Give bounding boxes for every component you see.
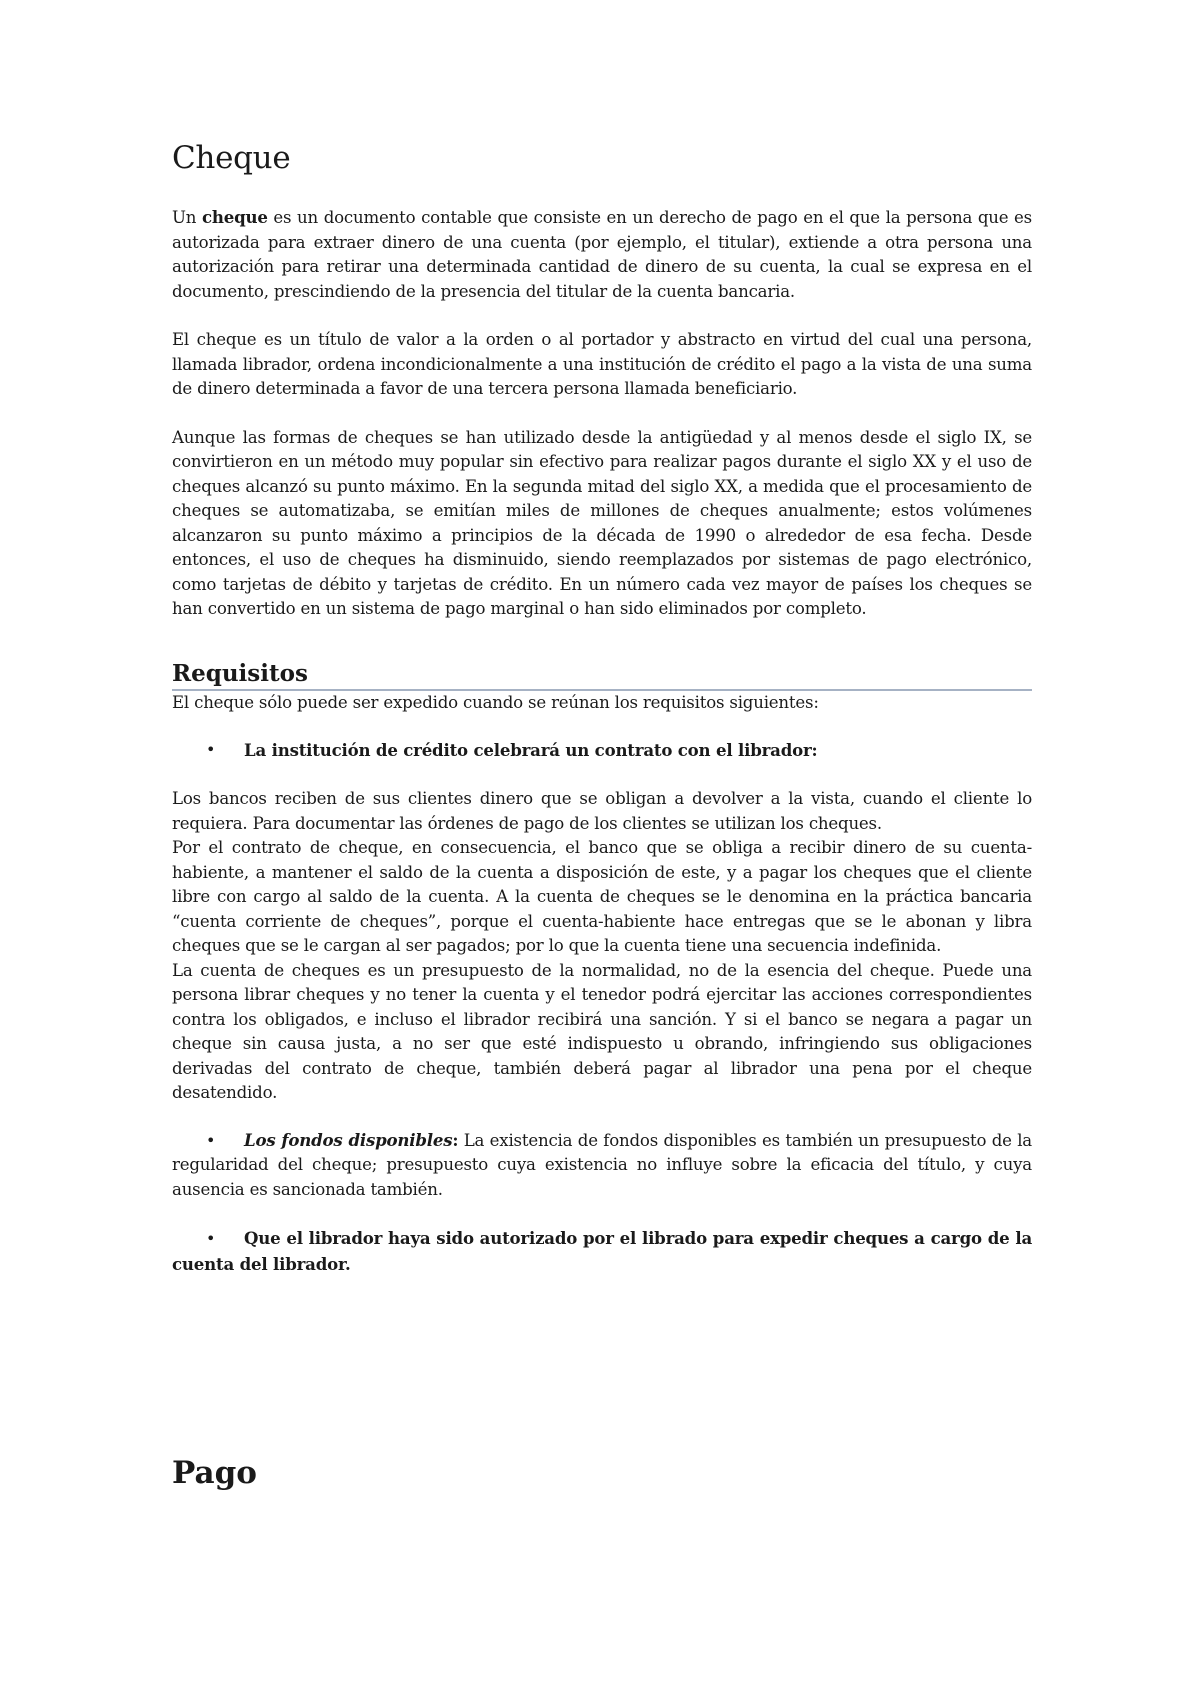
section-heading-requisitos: Requisitos <box>172 660 1032 692</box>
requisitos-intro: El cheque sólo puede ser expedido cuando se reúnan los requisitos siguientes: <box>172 693 819 713</box>
intro-rest: es un documento contable que consiste en un derecho de pago en el que la persona que es autorizada para extraer dinero de una cuenta (por ejemplo, el titular), extiende a otra persona una autorización para retirar una determinada cantidad de dinero de su cuenta, la cual se expresa en el documento, prescindiendo de la presencia del titular de la cuenta bancaria. <box>172 208 1032 301</box>
intro-paragraph-3: Aunque las formas de cheques se han utilizado desde la antigüedad y al menos desde el siglo IX, se convirtieron en un método muy popular sin efectivo para realizar pagos durante el siglo XX y el uso de cheques alcanzó su punto máximo. En la segunda mitad del siglo XX, a medida que el procesamiento de cheques se automatizaba, se emitían miles de millones de cheques anualmente; estos volúmenes alcanzaron su punto máximo a principios de la década de 1990 o alrededor de esa fecha. Desde entonces, el uso de cheques ha disminuido, siendo reemplazados por sistemas de pago electrónico, como tarjetas de débito y tarjetas de crédito. En un número cada vez mayor de países los cheques se han convertido en un sistema de pago marginal o han sido eliminados por completo. <box>172 427 1032 619</box>
requisitos-body-3: La cuenta de cheques es un presupuesto de la normalidad, no de la esencia del cheque. Puede una persona librar cheques y no tener la cuenta y el tenedor podrá ejercitar las acciones correspondientes contra los obligados, e incluso el librador recibirá una sanción. Y si el banco se negara a pagar un cheque sin causa justa, a no ser que esté indispuesto u obrando, infringiendo sus obligaciones derivadas del contrato de cheque, también deberá pagar al librador una pena por el cheque desatendido. <box>172 960 1032 1103</box>
requisitos-body-1: Los bancos reciben de sus clientes dinero que se obligan a devolver a la vista, cuando el cliente lo requiera. Para documentar las órdenes de pago de los clientes se utilizan los cheques. <box>172 789 1032 833</box>
bullet-text-fondos: La existencia de fondos disponibles es también un presupuesto de la regularidad del cheque; presupuesto cuya existencia no influye sobre la eficacia del título, y cuya ausencia es sancionada también. <box>172 1130 1032 1199</box>
bullet-text-autorizado: Que el librador haya sido autorizado por el librado para expedir cheques a cargo de la cuenta del librador. <box>172 1228 1032 1274</box>
document-page <box>172 140 1032 1277</box>
intro-paragraph-2: El cheque es un título de valor a la orden o al portador y abstracto en virtud del cual una persona, llamada librador, ordena incondicionalmente a una institución de crédito el pago a la vista de una suma de dinero determinada a favor de una tercera persona llamada beneficiario. <box>172 330 1032 399</box>
term-cheque: cheque <box>201 207 268 228</box>
bullet-colon: : <box>452 1129 459 1150</box>
bullet-text-contrato: La institución de crédito celebrará un contrato con el librador: <box>244 739 818 760</box>
requisitos-body-2: Por el contrato de cheque, en consecuencia, el banco que se obliga a recibir dinero de su cuenta-habiente, a mantener el saldo de la cuenta a disposición de este, y a pagar los cheques que el cliente libre con cargo al saldo de la cuenta. A la cuenta de cheques se le denomina en la práctica bancaria “cuenta corriente de cheques”, porque el cuenta-habiente hace entregas que se le abonan y libra cheques que se le cargan al ser pagados; por lo que la cuenta tiene una secuencia indefinida. <box>172 838 1032 956</box>
bullet-icon: • <box>206 1130 216 1150</box>
bullet-label-fondos: Los fondos disponibles <box>244 1129 453 1150</box>
bullet-icon: • <box>206 739 216 759</box>
intro-paragraph-1 <box>172 205 1032 304</box>
intro-lead: Un <box>172 208 202 228</box>
list-item-autorizado <box>172 1226 1032 1277</box>
bullet-icon: • <box>206 1229 216 1249</box>
page-title: Cheque <box>172 140 291 176</box>
list-item-fondos <box>172 1128 1032 1203</box>
list-item-contrato <box>172 738 1032 764</box>
section-title-pago: Pago <box>172 1455 257 1491</box>
